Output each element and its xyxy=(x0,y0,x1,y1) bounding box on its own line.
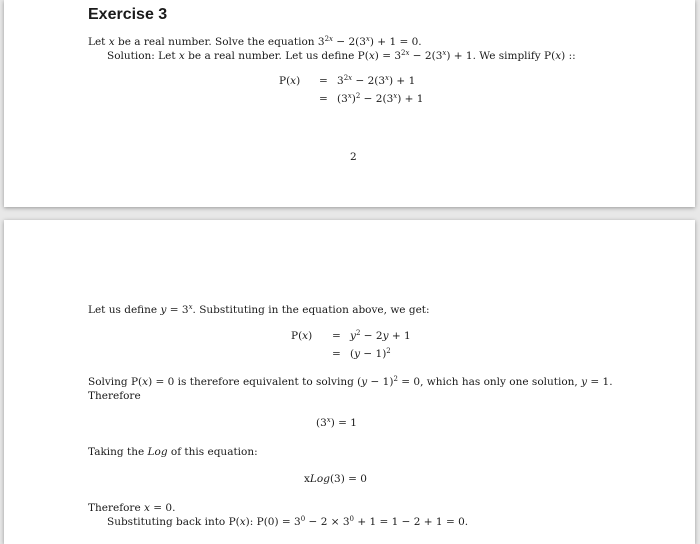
exercise-title: Exercise 3 xyxy=(88,6,168,23)
eq1-rhs-2: $(3^x)^2 - 2(3^x) + 1$ xyxy=(337,92,424,105)
solving-line: Solving P(x) = 0 is therefore equivalent to solving $(y - 1)^2 = 0$, which has only one solution, y = 1. xyxy=(88,375,613,388)
eq2-equals-1: = xyxy=(332,330,341,342)
therefore-x-line: Therefore x = 0. xyxy=(88,502,176,514)
substituting-line: Substituting back into P(x): $P(0) = 3^0 - 2 \times 3^0 + 1 = 1 - 2 + 1 = 0$. xyxy=(107,515,469,528)
eq3: $(3^x) = 1$ xyxy=(316,416,357,429)
eq2-rhs-2: $(y - 1)^2$ xyxy=(350,347,391,360)
eq2-lhs: P(x) xyxy=(291,330,313,342)
problem-statement: Let x be a real number. Solve the equation $3^{2x} - 2(3^x) + 1 = 0$. xyxy=(88,35,422,48)
therefore-label: Therefore xyxy=(88,390,141,402)
page-number: 2 xyxy=(350,151,357,163)
document-page-1 xyxy=(4,0,695,207)
define-y-line: Let us define $y = 3^x$. Substituting in the equation above, we get: xyxy=(88,303,430,316)
eq4: xLog(3) = 0 xyxy=(304,473,367,485)
document-page-2 xyxy=(4,220,695,544)
eq1-lhs: P(x) xyxy=(279,75,301,87)
eq2-equals-2: = xyxy=(332,348,341,360)
solution-intro: Solution: Let x be a real number. Let us define $P(x) = 3^{2x} - 2(3^x) + 1$. We simplify P(x) :: xyxy=(107,49,576,62)
taking-log-line: Taking the Log of this equation: xyxy=(88,446,258,458)
eq1-rhs-1: $3^{2x} - 2(3^x) + 1$ xyxy=(337,74,416,87)
eq1-equals-2: = xyxy=(319,93,328,105)
eq1-equals-1: = xyxy=(319,75,328,87)
eq2-rhs-1: $y^2 - 2y + 1$ xyxy=(350,329,411,342)
